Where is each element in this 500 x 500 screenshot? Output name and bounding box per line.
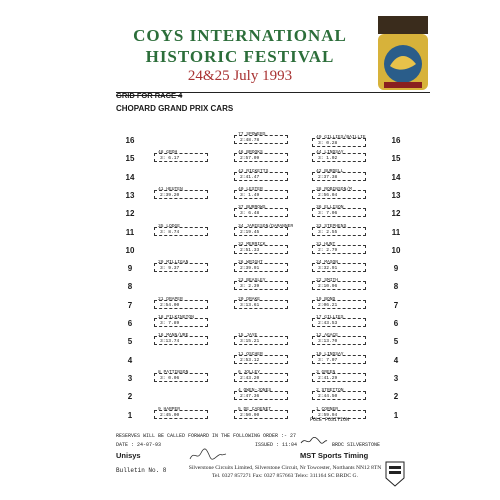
lap-time: 3: 2.55 <box>318 229 338 235</box>
grid-slot <box>230 205 294 217</box>
lap-time: 3:32.91 <box>318 266 338 272</box>
car-label: 41 HEUTEN <box>158 186 183 192</box>
grid-slot <box>308 315 372 327</box>
lap-time: 2:39.20 <box>160 192 180 198</box>
row-number-left: 16 <box>125 136 135 145</box>
row-number-right: 16 <box>391 136 401 145</box>
row-number-left: 8 <box>127 282 133 292</box>
grid-slot <box>308 278 372 290</box>
car-label: 23 BEASLEY <box>238 278 266 284</box>
car-label: 35 LODGE <box>158 223 181 229</box>
grid-slot <box>308 135 372 147</box>
row-number-left: 9 <box>127 264 133 274</box>
pole-position-label: POLE POSITION <box>310 417 350 423</box>
lap-time: 3: 1.49 <box>240 192 260 198</box>
row-number-left: 4 <box>127 355 133 365</box>
car-label: 10 LINDSAY <box>316 351 344 357</box>
car-label: 12 AGACE <box>316 333 339 339</box>
car-label: 17 GILLIES <box>316 315 344 320</box>
car-label: 1 CORNER <box>316 406 339 412</box>
row-number-right: 2 <box>393 392 399 402</box>
grid-slot <box>150 150 214 162</box>
row-number-right: 11 <box>391 227 401 237</box>
row-number-right: 4 <box>393 355 399 365</box>
row-number-right: 7 <box>393 300 399 310</box>
grid-slot <box>308 169 372 181</box>
grid-slot <box>230 370 294 382</box>
date-label: DATE : 24-07-93 <box>116 442 162 448</box>
car-label: 4 OWEN-JONES <box>238 388 272 394</box>
handwritten-signature-icon <box>188 447 228 463</box>
lap-time: 3:13.61 <box>240 302 260 308</box>
car-label: 29 MILLIGAN <box>158 260 189 266</box>
lap-time: 2:54.00 <box>160 302 180 308</box>
lap-time: 3: 6.17 <box>160 156 180 162</box>
car-label: 15 JAYE <box>238 333 258 339</box>
lap-time: 3: 0.28 <box>318 140 338 146</box>
row-number-right: 12 <box>391 209 401 219</box>
grid-slot <box>230 242 294 254</box>
lap-time: 3: 6.48 <box>240 211 260 217</box>
address-line1: Silverstone Circuits Limited, Silverstone Circuit, Nr Towcester, Northants NN12 8TN <box>188 465 382 471</box>
row-number-left: 10 <box>125 245 135 255</box>
car-label: 9 HARPER <box>158 406 181 412</box>
grid-slot <box>150 260 214 272</box>
grid-slot <box>230 407 294 419</box>
grid-slot <box>308 150 372 162</box>
grid-slot <box>230 224 294 236</box>
car-label: 38 ROBINSON/M <box>316 186 352 192</box>
row-number-right: 6 <box>393 319 399 328</box>
unisys-logo: Unisys <box>116 451 141 460</box>
lap-time: 3:13.74 <box>160 339 180 345</box>
issued-label: ISSUED : 11:04 <box>255 442 298 448</box>
row-number-right: 14 <box>391 172 401 182</box>
grid-slot <box>150 370 214 382</box>
row-number-left: 14 <box>125 172 135 182</box>
event-title-line2: HISTORIC FESTIVAL <box>145 47 335 66</box>
reserves-note: RESERVES WILL BE CALLED FORWARD IN THE FOLLOWING ORDER :- 27 <box>116 433 297 439</box>
car-label: 26 WRIGHT <box>238 260 263 266</box>
grid-label: GRID FOR RACE 4 <box>116 91 183 100</box>
car-label: 18 PILKINGTON <box>158 315 194 320</box>
lap-time: 3: 7.07 <box>318 357 338 363</box>
car-label: 48 GROH <box>158 150 178 156</box>
grid-slot <box>150 297 214 309</box>
lap-time: 2:19.45 <box>240 229 260 235</box>
lap-time: 3: 2.39 <box>240 284 260 290</box>
row-number-left: 15 <box>125 154 135 164</box>
grid-slot <box>308 187 372 199</box>
lap-time: 3: 8.74 <box>160 229 180 235</box>
lap-time: 3: 7.89 <box>160 321 180 326</box>
grid-slot <box>308 333 372 345</box>
car-label: 2 STRETTON <box>316 388 344 394</box>
car-label: 21 DRAPER <box>158 296 183 302</box>
car-label: 5 DE CADENET <box>238 406 272 412</box>
row-number-right: 5 <box>393 337 399 347</box>
lap-time: 2:51.33 <box>240 247 260 253</box>
lap-time: 2:37.38 <box>318 174 338 180</box>
lap-time: 2:43.53 <box>318 321 338 326</box>
lap-time: 3: 1.02 <box>318 156 338 162</box>
car-label: 77 SPOWERS <box>238 132 266 137</box>
grid-slot <box>150 187 214 199</box>
row-number-right: 1 <box>393 410 399 420</box>
car-label: 8 PATTINSON <box>158 369 189 375</box>
grid-slot <box>308 260 372 272</box>
car-label: 36 ELLISON <box>316 205 344 211</box>
grid-slot <box>308 242 372 254</box>
lap-time: 3:13.70 <box>318 339 338 345</box>
car-label: 32 MERRICK <box>238 241 266 247</box>
grid-slot <box>150 224 214 236</box>
event-title-line1: COYS INTERNATIONAL <box>133 26 347 45</box>
grid-slot <box>150 407 214 419</box>
row-number-left: 3 <box>127 373 133 383</box>
car-label: 49 GILLIES/BAILLIE <box>316 134 366 140</box>
car-label: 43 RICKETTS <box>238 168 269 174</box>
car-label: 31 HUNT <box>316 241 336 247</box>
row-number-left: 6 <box>127 319 133 328</box>
row-number-left: 1 <box>127 410 133 420</box>
grid-slot <box>308 352 372 364</box>
car-label: 22 SMITH <box>316 278 339 284</box>
row-number-left: 12 <box>125 209 135 219</box>
lap-time: 2:48.78 <box>240 138 260 143</box>
grid-slot <box>230 388 294 400</box>
row-number-right: 15 <box>391 154 401 164</box>
car-label: 24 MASON <box>316 260 339 266</box>
lap-time: 3: 7.06 <box>318 211 338 217</box>
grid-slot <box>230 260 294 272</box>
lap-time: 2:45.00 <box>160 412 180 418</box>
lap-time: 2: 2.79 <box>318 247 338 253</box>
grid-slot <box>230 297 294 309</box>
lap-time: 3: 9.37 <box>160 266 180 272</box>
signature-icon <box>300 436 328 446</box>
grid-slot <box>308 388 372 400</box>
lap-time: 2:59.94 <box>318 412 338 418</box>
row-number-left: 5 <box>127 337 133 347</box>
lap-time: 2:41.29 <box>318 375 338 381</box>
row-number-left: 13 <box>125 190 135 200</box>
grid-slot <box>230 187 294 199</box>
grid-slot <box>150 315 214 327</box>
mst-logo: MST Sports Timing <box>300 451 369 460</box>
clerk-label: BRDC SILVERSTONE <box>332 442 381 448</box>
car-label: 34 JAMIESON/DAMANNER <box>238 223 294 229</box>
address-line2: Tel. 0327 857271 Fax: 0327 857663 Telex: 311164 SC BRDC G. <box>211 473 358 479</box>
car-label: 16 MANN/URE <box>158 333 189 339</box>
grid-subtitle: CHOPARD GRAND PRIX CARS <box>116 104 234 113</box>
grid-slot <box>308 370 372 382</box>
lap-time: 2:57.09 <box>240 156 260 162</box>
row-number-right: 8 <box>393 282 399 292</box>
lap-time: 2:53.12 <box>240 357 260 363</box>
grid-slot <box>230 132 294 144</box>
row-number-left: 11 <box>125 227 135 237</box>
row-number-right: 3 <box>393 373 399 383</box>
grid-slot <box>308 205 372 217</box>
row-number-right: 10 <box>391 245 401 255</box>
lap-time: 2:10.96 <box>318 284 338 290</box>
car-label: 46 BROOKS <box>238 150 263 156</box>
festival-badge-icon <box>374 14 432 96</box>
grid-slot <box>308 224 372 236</box>
lap-time: 2:06.21 <box>318 302 338 308</box>
grid-slot <box>308 297 372 309</box>
car-label: 37 BURROWS <box>238 205 266 211</box>
car-label: 40 LESTER <box>238 186 263 192</box>
circuit-crest-icon <box>384 460 406 488</box>
row-number-right: 9 <box>393 264 399 274</box>
row-number-left: 2 <box>127 392 133 402</box>
grid-slot <box>230 352 294 364</box>
car-label: 19 BOND <box>316 296 336 302</box>
row-number-right: 13 <box>391 190 401 200</box>
grid-slot <box>230 150 294 162</box>
lap-time: 2:56.04 <box>318 192 338 198</box>
lap-time: 2:43.20 <box>240 375 260 381</box>
event-dates: 24&25 July 1993 <box>187 68 293 84</box>
grid-slot <box>230 333 294 345</box>
car-label: 20 DRAKE <box>238 296 261 302</box>
lap-time: 2:41.47 <box>240 174 260 180</box>
grid-slot <box>230 169 294 181</box>
car-label: 6 JOLLEY <box>238 369 261 375</box>
lap-time: 2:47.36 <box>240 394 260 400</box>
car-label: 44 LINDSAY <box>316 150 344 156</box>
lap-time: 3: 0.06 <box>160 375 180 381</box>
bulletin-number: Bulletin No. 8 <box>116 467 167 474</box>
grid-slot <box>230 278 294 290</box>
car-label: 3 GREEN <box>316 369 336 375</box>
lap-time: 3:15.21 <box>240 339 260 345</box>
car-label: 42 BURDELL <box>316 168 344 174</box>
lap-time: 2:39.91 <box>240 266 260 272</box>
car-label: 33 STEPHENS <box>316 223 347 229</box>
lap-time: 2:50.90 <box>240 412 260 418</box>
car-label: 11 OSCHER <box>238 351 263 357</box>
row-number-left: 7 <box>127 300 133 310</box>
grid-slot <box>150 333 214 345</box>
lap-time: 2:44.50 <box>318 394 338 400</box>
